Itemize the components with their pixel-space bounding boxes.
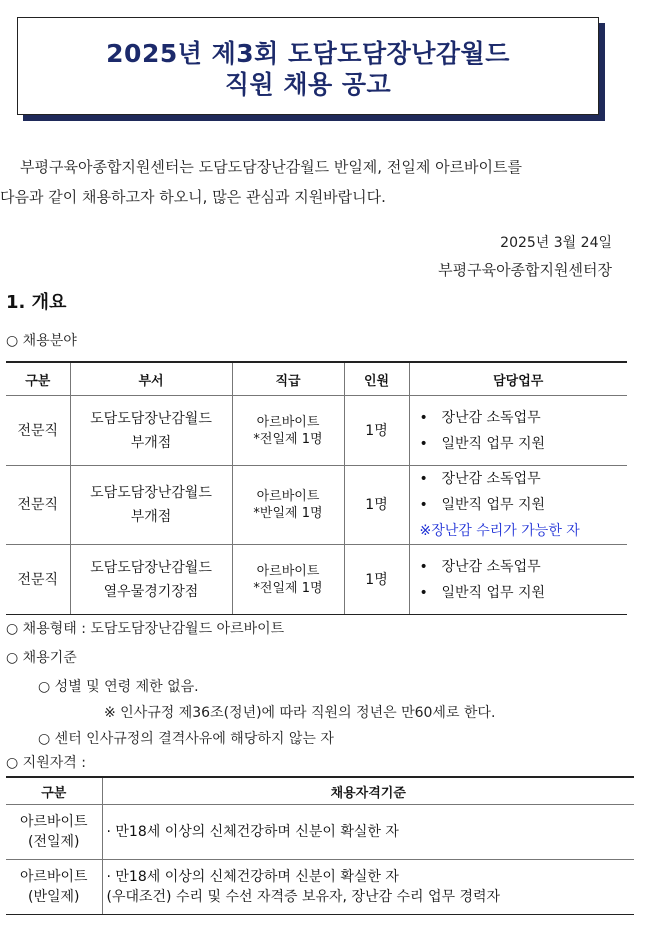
- table-row: [6, 396, 627, 466]
- table-header-row: [6, 777, 634, 805]
- cell-kind: [6, 805, 102, 860]
- duty-text: 일반직 업무 지원: [441, 584, 546, 601]
- rank-line-1: 아르바이트: [256, 489, 320, 504]
- bullet-icon: •: [419, 497, 428, 513]
- kind-line-2: (반일제): [28, 889, 80, 905]
- announcement-date: 2025년 3월 24일: [500, 235, 612, 251]
- duty-item: [416, 580, 628, 606]
- duty-text: 장난감 소독업무: [441, 471, 541, 487]
- cell-kind: [6, 860, 102, 915]
- cell-rank: [232, 396, 344, 466]
- table-row: [6, 860, 634, 915]
- header-duties: 담당업무: [409, 362, 627, 396]
- table-row: [6, 545, 627, 615]
- dept-line-2: 부개점: [130, 509, 172, 525]
- criteria-line-1: · 만18세 이상의 신체건강하며 신분이 확실한 자: [106, 824, 399, 840]
- dept-line-1: 도담도담장난감월드: [90, 410, 212, 427]
- page-subtitle: 직원 채용 공고: [224, 70, 392, 99]
- criteria-label: ○ 채용기준: [6, 650, 77, 666]
- cell-kind: 전문직: [6, 466, 70, 545]
- duty-text: 장난감 소독업무: [441, 558, 541, 575]
- dept-line-1: 도담도담장난감월드: [90, 559, 212, 576]
- duty-item: [416, 492, 628, 518]
- kind-line-1: 아르바이트: [19, 814, 88, 830]
- header-rank: 직급: [232, 362, 344, 396]
- bullet-icon: •: [419, 435, 428, 452]
- cell-count: 1명: [344, 545, 409, 615]
- table-row: [6, 466, 627, 545]
- bullet-icon: •: [419, 584, 428, 601]
- cell-kind: 전문직: [6, 545, 70, 615]
- duty-item: [416, 554, 628, 580]
- dept-line-1: 도담도담장난감월드: [90, 485, 212, 501]
- criteria-line-1: · 만18세 이상의 신체건강하며 신분이 확실한 자: [106, 869, 399, 885]
- table-header-row: [6, 362, 627, 396]
- duty-item: [416, 405, 628, 431]
- rank-line-1: 아르바이트: [256, 563, 320, 579]
- cell-rank: [232, 545, 344, 615]
- field-label: ○ 채용분야: [6, 333, 77, 349]
- dept-line-2: 부개점: [130, 434, 172, 451]
- cell-duties: [409, 466, 627, 545]
- rank-line-2: *전일제 1명: [253, 580, 323, 596]
- header-kind: 구분: [6, 362, 70, 396]
- table-row: [6, 805, 634, 860]
- bullet-icon: •: [419, 471, 428, 487]
- kind-line-2: (전일제): [28, 834, 80, 850]
- page-title: 2025년 제3회 도담도담장난감월드: [106, 39, 510, 68]
- cell-rank: [232, 466, 344, 545]
- criteria-note: ※ 인사규정 제36조(정년)에 따라 직원의 정년은 만60세로 한다.: [104, 705, 496, 721]
- bullet-icon: •: [419, 409, 428, 426]
- criteria-line-2: (우대조건) 수리 및 수선 자격증 보유자, 장난감 수리 업무 경력자: [106, 889, 501, 905]
- header-kind: 구분: [6, 777, 102, 805]
- cell-kind: 전문직: [6, 396, 70, 466]
- cell-count: 1명: [344, 466, 409, 545]
- qualification-table: [6, 776, 634, 915]
- header-dept: 부서: [70, 362, 232, 396]
- header-count: 인원: [344, 362, 409, 396]
- intro-line-2: 다음과 같이 채용하고자 하오니, 많은 관심과 지원바랍니다.: [0, 188, 386, 206]
- cell-duties: [409, 396, 627, 466]
- intro-paragraph: [0, 152, 620, 212]
- cell-criteria: [102, 860, 634, 915]
- cell-count: 1명: [344, 396, 409, 466]
- duty-item: [416, 466, 628, 492]
- criteria-item-2: ○ 센터 인사규정의 결격사유에 해당하지 않는 자: [38, 731, 334, 747]
- cell-dept: [70, 396, 232, 466]
- rank-line-1: 아르바이트: [256, 414, 320, 430]
- issuer: 부평구육아종합지원센터장: [438, 261, 612, 279]
- rank-line-2: *전일제 1명: [253, 431, 323, 447]
- duty-text: 장난감 소독업무: [441, 409, 541, 426]
- employment-type: ○ 채용형태 : 도담도담장난감월드 아르바이트: [6, 621, 285, 637]
- cell-dept: [70, 545, 232, 615]
- duty-item: [416, 431, 628, 457]
- repair-note: ※장난감 수리가 가능한 자: [419, 523, 580, 539]
- dept-line-2: 열우물경기장점: [103, 583, 199, 600]
- recruitment-table: [6, 361, 627, 615]
- cell-criteria: [102, 805, 634, 860]
- criteria-item-1: ○ 성별 및 연령 제한 없음.: [38, 679, 199, 695]
- intro-line-1: 부평구육아종합지원센터는 도담도담장난감월드 반일제, 전일제 아르바이트를: [20, 158, 523, 176]
- qualification-label: ○ 지원자격 :: [6, 755, 86, 771]
- duty-text: 일반직 업무 지원: [441, 497, 546, 513]
- section-title: 1. 개요: [6, 292, 67, 313]
- duty-text: 일반직 업무 지원: [441, 435, 546, 452]
- cell-dept: [70, 466, 232, 545]
- date-block: [438, 230, 612, 284]
- title-box: [17, 17, 599, 115]
- cell-duties: [409, 545, 627, 615]
- bullet-icon: •: [419, 558, 428, 575]
- rank-line-2: *반일제 1명: [253, 506, 323, 521]
- kind-line-1: 아르바이트: [19, 869, 88, 885]
- header-criteria: 채용자격기준: [102, 777, 634, 805]
